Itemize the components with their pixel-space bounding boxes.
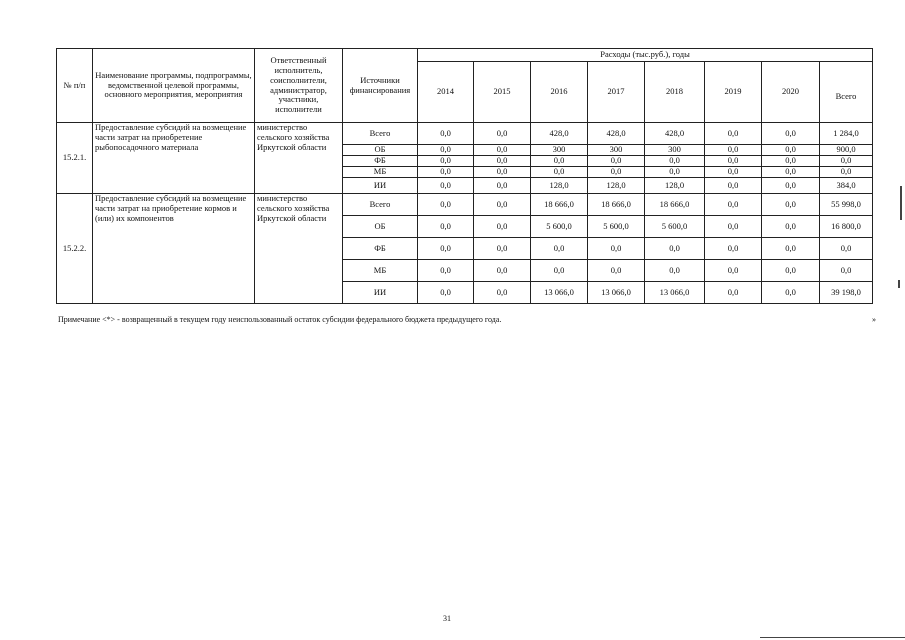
value-cell: 0,0	[418, 145, 474, 156]
value-cell: 0,0	[474, 260, 531, 282]
funding-source: ФБ	[343, 156, 418, 167]
value-cell: 128,0	[531, 178, 588, 194]
value-cell: 13 066,0	[531, 282, 588, 304]
funding-source: ИИ	[343, 282, 418, 304]
header-year: 2019	[705, 62, 762, 123]
responsible-executor: министерство сельского хозяйства Иркутской области	[255, 123, 343, 194]
total-cell: 1 284,0	[820, 123, 873, 145]
total-cell: 0,0	[820, 260, 873, 282]
value-cell: 0,0	[645, 260, 705, 282]
header-year: 2014	[418, 62, 474, 123]
value-cell: 0,0	[588, 156, 645, 167]
header-year: 2018	[645, 62, 705, 123]
funding-source: ФБ	[343, 238, 418, 260]
value-cell: 0,0	[531, 238, 588, 260]
value-cell: 0,0	[705, 194, 762, 216]
header-year: 2020	[762, 62, 820, 123]
header-responsible: Ответственный исполнитель, соисполнители, администратор, участники, исполнители	[255, 49, 343, 123]
value-cell: 0,0	[474, 178, 531, 194]
value-cell: 0,0	[645, 156, 705, 167]
value-cell: 13 066,0	[588, 282, 645, 304]
funding-source: Всего	[343, 123, 418, 145]
responsible-executor: министерство сельского хозяйства Иркутской области	[255, 194, 343, 304]
value-cell: 0,0	[705, 178, 762, 194]
value-cell: 0,0	[705, 123, 762, 145]
total-cell: 16 800,0	[820, 216, 873, 238]
value-cell: 0,0	[762, 145, 820, 156]
value-cell: 0,0	[418, 178, 474, 194]
value-cell: 0,0	[418, 167, 474, 178]
total-cell: 900,0	[820, 145, 873, 156]
header-year: 2015	[474, 62, 531, 123]
header-name: Наименование программы, подпрограммы, ведомственной целевой программы, основного мероприятия, мероприятия	[93, 49, 255, 123]
value-cell: 0,0	[762, 167, 820, 178]
value-cell: 0,0	[418, 260, 474, 282]
value-cell: 18 666,0	[531, 194, 588, 216]
value-cell: 0,0	[645, 238, 705, 260]
block-15-2-2	[57, 194, 873, 304]
table-row	[57, 194, 873, 216]
value-cell: 0,0	[762, 178, 820, 194]
value-cell: 5 600,0	[588, 216, 645, 238]
value-cell: 0,0	[474, 216, 531, 238]
value-cell: 0,0	[762, 123, 820, 145]
header-total: Всего	[820, 62, 873, 123]
funding-source: МБ	[343, 167, 418, 178]
footnote: Примечание <*> - возвращенный в текущем году неиспользованный остаток субсидии федерального бюджета предыдущего года.	[58, 315, 502, 324]
total-cell: 0,0	[820, 238, 873, 260]
value-cell: 0,0	[474, 167, 531, 178]
value-cell: 0,0	[705, 260, 762, 282]
header-num: № п/п	[57, 49, 93, 123]
value-cell: 0,0	[531, 156, 588, 167]
scan-edge-mark	[760, 637, 905, 638]
total-cell: 39 198,0	[820, 282, 873, 304]
total-cell: 0,0	[820, 156, 873, 167]
value-cell: 0,0	[705, 216, 762, 238]
value-cell: 0,0	[762, 194, 820, 216]
value-cell: 0,0	[418, 194, 474, 216]
value-cell: 5 600,0	[531, 216, 588, 238]
value-cell: 0,0	[531, 167, 588, 178]
funding-source: ОБ	[343, 145, 418, 156]
header-year: 2016	[531, 62, 588, 123]
block-15-2-1	[57, 123, 873, 194]
value-cell: 428,0	[588, 123, 645, 145]
value-cell: 0,0	[705, 156, 762, 167]
value-cell: 0,0	[705, 145, 762, 156]
total-cell: 55 998,0	[820, 194, 873, 216]
value-cell: 5 600,0	[645, 216, 705, 238]
value-cell: 300	[588, 145, 645, 156]
value-cell: 0,0	[474, 238, 531, 260]
value-cell: 18 666,0	[645, 194, 705, 216]
value-cell: 0,0	[474, 282, 531, 304]
value-cell: 0,0	[531, 260, 588, 282]
value-cell: 128,0	[588, 178, 645, 194]
value-cell: 0,0	[418, 123, 474, 145]
header-expenses: Расходы (тыс.руб.), годы	[418, 49, 873, 62]
row-number: 15.2.1.	[57, 123, 93, 194]
row-number: 15.2.2.	[57, 194, 93, 304]
value-cell: 0,0	[418, 156, 474, 167]
funding-source: Всего	[343, 194, 418, 216]
scan-edge-mark	[900, 186, 902, 220]
value-cell: 18 666,0	[588, 194, 645, 216]
value-cell: 0,0	[762, 260, 820, 282]
value-cell: 0,0	[474, 123, 531, 145]
total-cell: 384,0	[820, 178, 873, 194]
value-cell: 0,0	[645, 167, 705, 178]
table-row	[57, 123, 873, 145]
activity-name: Предоставление субсидий на возмещение части затрат на приобретение кормов и (или) их компонентов	[93, 194, 255, 304]
value-cell: 0,0	[418, 216, 474, 238]
total-cell: 0,0	[820, 167, 873, 178]
value-cell: 0,0	[588, 238, 645, 260]
value-cell: 0,0	[705, 238, 762, 260]
value-cell: 0,0	[418, 282, 474, 304]
value-cell: 428,0	[531, 123, 588, 145]
closing-quote: »	[872, 315, 876, 324]
value-cell: 0,0	[705, 167, 762, 178]
scan-edge-mark	[898, 280, 900, 288]
value-cell: 0,0	[762, 238, 820, 260]
value-cell: 0,0	[474, 156, 531, 167]
value-cell: 300	[645, 145, 705, 156]
value-cell: 0,0	[588, 260, 645, 282]
value-cell: 0,0	[474, 145, 531, 156]
funding-source: ИИ	[343, 178, 418, 194]
value-cell: 0,0	[705, 282, 762, 304]
budget-table	[56, 48, 873, 304]
value-cell: 0,0	[418, 238, 474, 260]
value-cell: 128,0	[645, 178, 705, 194]
value-cell: 0,0	[762, 156, 820, 167]
page-number: 31	[443, 614, 451, 623]
value-cell: 0,0	[588, 167, 645, 178]
value-cell: 300	[531, 145, 588, 156]
value-cell: 0,0	[474, 194, 531, 216]
header-year: 2017	[588, 62, 645, 123]
funding-source: ОБ	[343, 216, 418, 238]
value-cell: 0,0	[762, 216, 820, 238]
activity-name: Предоставление субсидий на возмещение части затрат на приобретение рыбопосадочного материала	[93, 123, 255, 194]
value-cell: 0,0	[762, 282, 820, 304]
header-source: Источники финансирования	[343, 49, 418, 123]
value-cell: 13 066,0	[645, 282, 705, 304]
funding-source: МБ	[343, 260, 418, 282]
value-cell: 428,0	[645, 123, 705, 145]
